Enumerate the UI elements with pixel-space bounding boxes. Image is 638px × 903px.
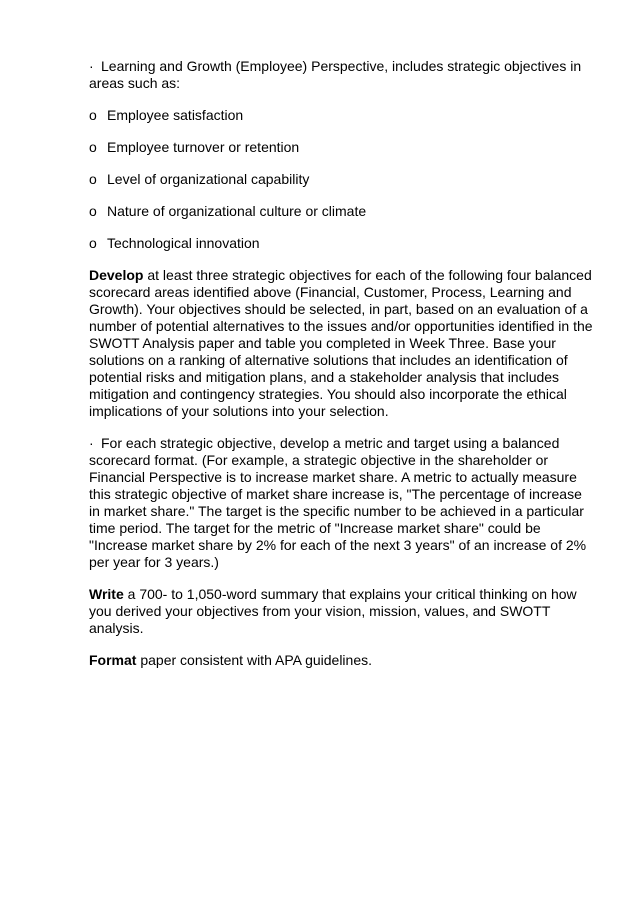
bullet-marker: · (89, 58, 94, 74)
format-text: paper consistent with APA guidelines. (136, 652, 373, 668)
write-lead: Write (89, 586, 124, 602)
write-text: a 700- to 1,050-word summary that explains your critical thinking on how you derived your objectives from your vision, mission, values, and SWOTT analysis. (89, 586, 577, 636)
sub-item (89, 203, 594, 220)
develop-lead: Develop (89, 267, 144, 283)
sub-item-text: Employee turnover or retention (107, 139, 300, 155)
sub-item (89, 107, 594, 124)
sub-item (89, 235, 594, 252)
intro-bullet (89, 58, 594, 92)
write-paragraph (89, 586, 594, 637)
sub-item-text: Technological innovation (107, 235, 260, 251)
sub-item-text: Level of organizational capability (107, 171, 310, 187)
document-body (89, 58, 594, 684)
metric-bullet-text: For each strategic objective, develop a metric and target using a balanced scorecard format. (For example, a strategic objective in the shareholder or Financial Perspective is to increase market share. A metric to actually measure this strategic objective of market share increase is, "The percentage of increase in market share." The target is the specific number to be achieved in a particular time period. The target for the metric of "Increase market share" could be "Increase market share by 2% for each of the next 3 years" of an increase of 2% per year for 3 years.) (89, 435, 587, 570)
format-paragraph (89, 652, 594, 669)
develop-paragraph (89, 267, 594, 420)
bullet-marker: · (89, 435, 94, 451)
sub-item-marker: o (89, 107, 97, 123)
metric-bullet (89, 435, 594, 571)
intro-bullet-text: Learning and Growth (Employee) Perspective, includes strategic objectives in areas such as: (89, 58, 582, 91)
format-lead: Format (89, 652, 137, 668)
develop-text: at least three strategic objectives for each of the following four balanced scorecard areas identified above (Financial, Customer, Process, Learning and Growth). Your objectives should be selected, in part, based on an evaluation of a number of potential alternatives to the issues and/or opportunities identified in the SWOTT Analysis paper and table you completed in Week Three. Base your solutions on a ranking of alternative solutions that includes an identification of potential risks and mitigation plans, and a stakeholder analysis that includes mitigation and contingency strategies. You should also incorporate the ethical implications of your solutions into your selection. (89, 267, 593, 419)
sub-item (89, 171, 594, 188)
sub-item-marker: o (89, 171, 97, 187)
sub-item-text: Employee satisfaction (107, 107, 244, 123)
sub-item (89, 139, 594, 156)
sub-item-marker: o (89, 203, 97, 219)
sub-item-text: Nature of organizational culture or climate (107, 203, 367, 219)
sub-item-marker: o (89, 235, 97, 251)
sub-item-marker: o (89, 139, 97, 155)
